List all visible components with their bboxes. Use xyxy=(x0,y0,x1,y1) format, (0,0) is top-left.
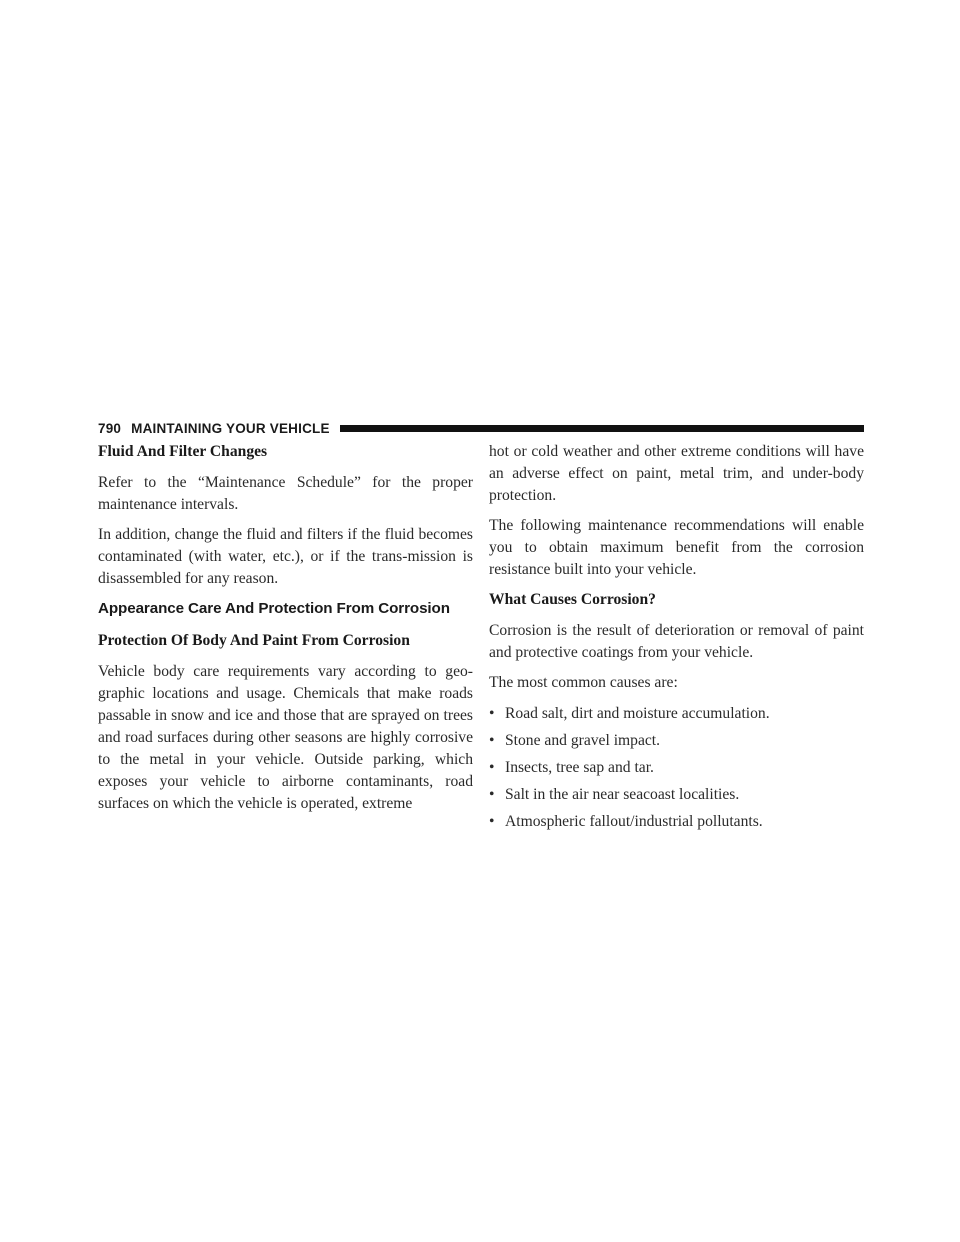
heading-fluid-filter-changes: Fluid And Filter Changes xyxy=(98,443,268,460)
header-rule xyxy=(340,425,864,432)
paragraph-corrosion-definition: Corrosion is the result of deterioration or removal of paint and protective coatings from your vehicle. xyxy=(489,622,864,661)
list-item xyxy=(489,784,864,806)
list-item-text: Salt in the air near seacoast localities. xyxy=(505,786,740,803)
paragraph-fluid-contaminated: In addition, change the fluid and filters if the fluid becomes contaminated (with water, etc.), or if the trans-mission is disassembled for any reason. xyxy=(98,526,473,587)
list-item-text: Insects, tree sap and tar. xyxy=(505,759,654,776)
paragraph-maintenance-intervals: Refer to the “Maintenance Schedule” for the proper maintenance intervals. xyxy=(98,474,473,513)
section-title: MAINTAINING YOUR VEHICLE xyxy=(131,420,330,436)
bullet-icon: • xyxy=(489,813,495,830)
left-column xyxy=(98,441,473,823)
list-item xyxy=(489,757,864,779)
list-item-text: Road salt, dirt and moisture accumulation. xyxy=(505,705,770,722)
list-item-text: Stone and gravel impact. xyxy=(505,732,661,749)
page-number: 790 xyxy=(98,420,122,436)
list-item xyxy=(489,730,864,752)
list-item-text: Atmospheric fallout/industrial pollutants. xyxy=(505,813,763,830)
heading-what-causes-corrosion: What Causes Corrosion? xyxy=(489,591,656,608)
page-header xyxy=(98,418,864,438)
heading-protection-body-paint: Protection Of Body And Paint From Corrosion xyxy=(98,632,410,649)
list-item xyxy=(489,811,864,833)
paragraph-maintenance-recommendations: The following maintenance recommendations will enable you to obtain maximum benefit from the corrosion resistance built into your vehicle. xyxy=(489,517,864,578)
bullet-icon: • xyxy=(489,759,495,776)
causes-list xyxy=(489,703,864,833)
bullet-icon: • xyxy=(489,732,495,749)
right-column xyxy=(489,441,864,838)
bullet-icon: • xyxy=(489,786,495,803)
heading-appearance-care: Appearance Care And Protection From Corrosion xyxy=(98,600,450,617)
paragraph-common-causes: The most common causes are: xyxy=(489,674,678,691)
bullet-icon: • xyxy=(489,705,495,722)
paragraph-body-care-requirements: Vehicle body care requirements vary according to geo-graphic locations and usage. Chemicals that make roads passable in snow and ice and those that are sprayed on trees and road surfaces during other seasons are highly corrosive to the metal in your vehicle. Outside parking, which exposes your vehicle to airborne contaminants, road surfaces on which the vehicle is operated, extreme xyxy=(98,663,473,812)
list-item xyxy=(489,703,864,725)
paragraph-extreme-conditions: hot or cold weather and other extreme conditions will have an adverse effect on paint, metal trim, and under-body protection. xyxy=(489,443,864,504)
